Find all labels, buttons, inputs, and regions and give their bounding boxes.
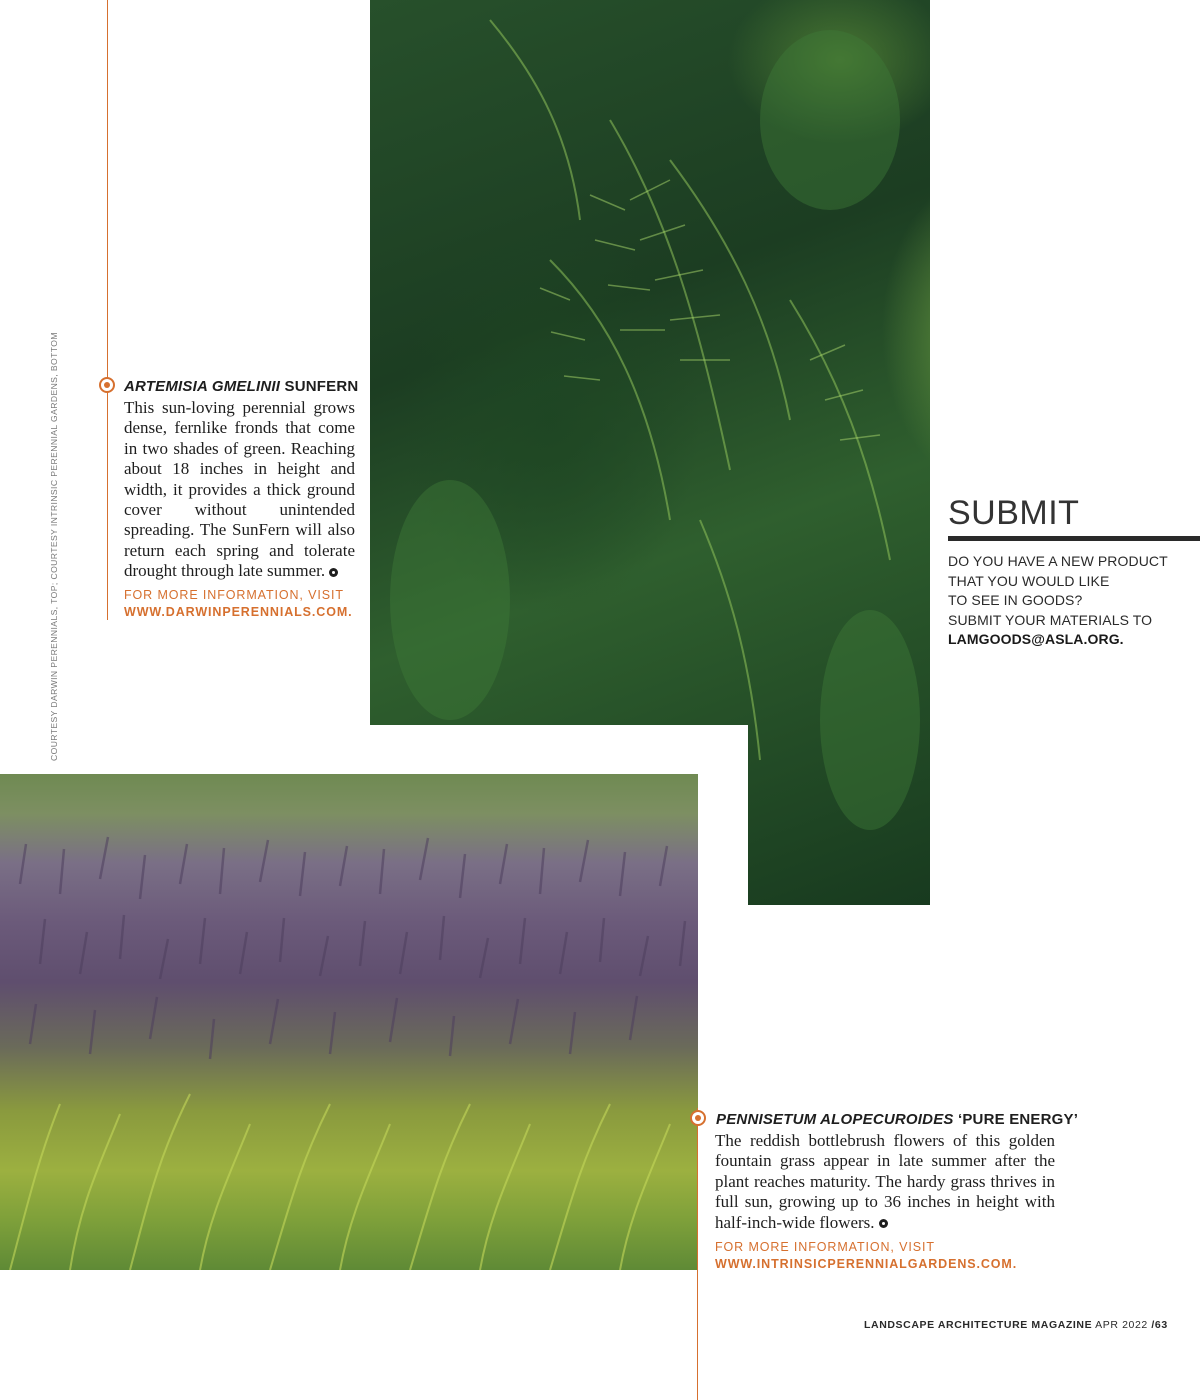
submit-email-link[interactable]: LAMGOODS@ASLA.ORG. — [948, 631, 1124, 648]
photo-pennisetum-pure-energy — [0, 774, 698, 1270]
submit-line-4: SUBMIT YOUR MATERIALS TO — [948, 611, 1153, 628]
link-intrinsicperennialgardens[interactable]: WWW.INTRINSICPERENNIALGARDENS.COM. — [715, 1257, 1018, 1271]
end-mark-icon — [879, 1219, 888, 1228]
submit-line-2: THAT YOU WOULD LIKE — [948, 572, 1110, 589]
submit-rule — [948, 536, 1200, 541]
submit-title: SUBMIT — [948, 494, 1080, 532]
entry-body-text: This sun-loving perennial grows dense, fernlike fronds that come in two shades of green. Reaching about 18 inches in height and width, it provides a thick ground cover without unintended spreading. The SunFern will also return each spring and tolerate drought through late summer. — [124, 398, 355, 581]
submit-text — [948, 552, 1198, 650]
end-mark-icon — [329, 568, 338, 577]
submit-line-3: TO SEE IN GOODS? — [948, 592, 1083, 609]
more-info-artemisia — [124, 587, 353, 621]
link-darwinperennials[interactable]: WWW.DARWINPERENNIALS.COM. — [124, 605, 353, 619]
more-info-pennisetum — [715, 1239, 1017, 1273]
footer-separator: / — [1151, 1319, 1155, 1331]
footer-issue: APR 2022 — [1095, 1319, 1148, 1331]
location-marker-icon — [690, 1110, 706, 1126]
vertical-rule-bottom — [697, 1108, 698, 1400]
grass-blades-graphic — [0, 774, 698, 1270]
entry-body-artemisia — [124, 398, 355, 582]
entry-title-pennisetum — [716, 1111, 1078, 1128]
submit-line-1: DO YOU HAVE A NEW PRODUCT — [948, 553, 1168, 569]
latin-name: PENNISETUM ALOPECUROIDES — [716, 1111, 954, 1128]
entry-body-text: The reddish bottlebrush flowers of this golden fountain grass appear in late summer after the plant reaches maturity. The hardy grass thrives in full sun, growing up to 36 inches in height with half-inch-wide flowers. — [715, 1131, 1055, 1232]
vertical-rule-top — [107, 0, 108, 620]
location-marker-icon — [99, 377, 115, 393]
common-name: SUNFERN — [284, 378, 359, 395]
entry-title-artemisia — [124, 378, 358, 395]
more-info-label: FOR MORE INFORMATION, VISIT — [715, 1240, 935, 1254]
page-number: 63 — [1154, 1319, 1168, 1331]
footer-magazine: LANDSCAPE ARCHITECTURE MAGAZINE — [864, 1319, 1093, 1331]
page-footer — [864, 1319, 1168, 1331]
latin-name: ARTEMISIA GMELINII — [124, 378, 281, 395]
more-info-label: FOR MORE INFORMATION, VISIT — [124, 588, 344, 602]
common-name: ‘PURE ENERGY’ — [957, 1111, 1079, 1128]
photo-credit: COURTESY DARWIN PERENNIALS, TOP; COURTESY INTRINSIC PERENNIAL GARDENS, BOTTOM — [49, 332, 59, 761]
entry-body-pennisetum — [715, 1131, 1055, 1233]
